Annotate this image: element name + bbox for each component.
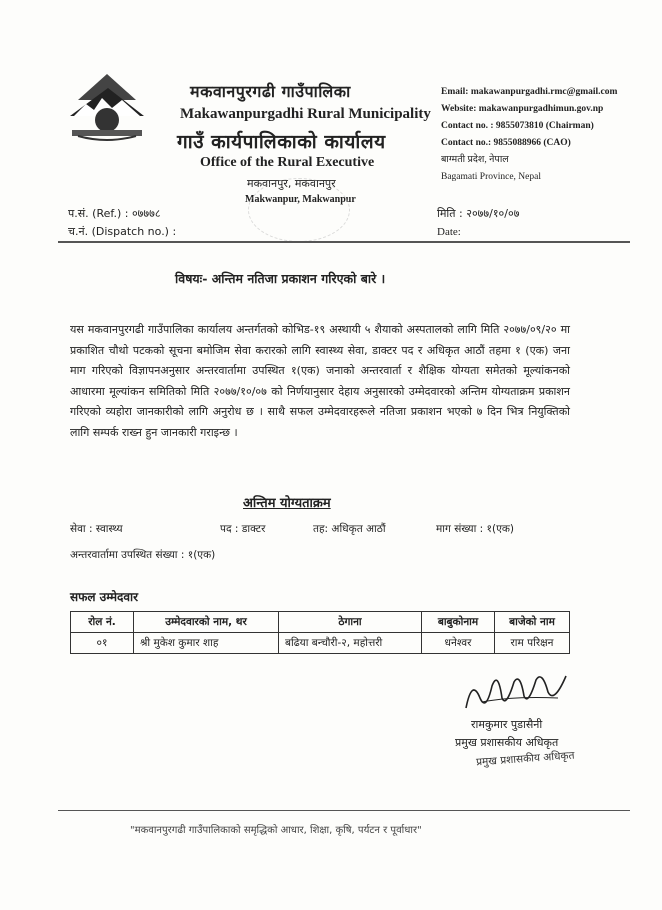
header-divider	[58, 241, 630, 243]
date-en: Date:	[437, 226, 461, 238]
signatory-block	[455, 716, 558, 752]
col-address: ठेगाना	[279, 612, 422, 633]
cell-roll: ०१	[71, 633, 134, 654]
body-paragraph: यस मकवानपुरगढी गाउँपालिका कार्यालय अन्तर्गतको कोभिड-१९ अस्थायी ५ शैयाको अस्पतालको लागि मिति २०७७/०९/२० मा प्रकाशित चौथो पटकको सूचना बमोजिम सेवा करारको लागि स्वास्थ्य सेवा, डाक्टर पद र अधिकृत आठौं तहमा १ (एक) जना माग गरिएको विज्ञापनअनुसार अन्तरवार्तामा उपस्थित १(एक) जनाको अन्तरवार्ता र शैक्षिक योग्यता समेतको मूल्यांकनको आधारमा मूल्यांकन समितिको मिति २०७७/१०/०७ को निर्णयानुसार देहाय अनुसारको उम्मेदवारको अन्तिम योग्यताक्रम प्रकाशन गरिएको व्यहोरा जानकारीको लागि अनुरोध छ । साथै सफल उम्मेदवारहरूले नतिजा प्रकाशन भएको ७ दिन भित्र नियुक्तिको लागि सम्पर्क राख्न हुन जानकारी गराइन्छ ।	[70, 323, 570, 439]
location-en: Makwanpur, Makwanpur	[245, 194, 356, 205]
table-header-row	[71, 612, 570, 633]
col-roll: रोल नं.	[71, 612, 134, 633]
post-label: पद : डाक्टर	[220, 523, 266, 535]
final-list-heading: अन्तिम योग्यताक्रम	[243, 496, 331, 511]
municipality-name-np: मकवानपुरगढी गाउँपालिका	[190, 82, 351, 101]
footer-slogan: "मकवानपुरगढी गाउँपालिकाको समृद्धिको आधार, शिक्षा, कृषि, पर्यटन र पूर्वाधार"	[130, 825, 422, 836]
contact-cao: Contact no.: 9855088966 (CAO)	[441, 138, 571, 148]
office-name-np: गाउँ कार्यपालिकाको कार्यालय	[177, 131, 386, 153]
col-name: उम्मेदवारको नाम, थर	[134, 612, 279, 633]
results-table	[70, 611, 570, 654]
table-row	[71, 633, 570, 654]
signatory-name: रामकुमार पुडासैनी	[471, 718, 543, 731]
cell-name: श्री मुकेश कुमार शाह	[134, 633, 279, 654]
location-np: मकवानपुर, मकवानपुर	[247, 177, 336, 190]
level-label: तह: अधिकृत आठौं	[313, 523, 386, 535]
office-name-en: Office of the Rural Executive	[200, 155, 375, 170]
cell-father: धनेश्वर	[422, 633, 495, 654]
signature-icon	[462, 668, 572, 714]
province-np: बाग्मती प्रदेश, नेपाल	[441, 155, 509, 165]
signatory-title: प्रमुख प्रशासकीय अधिकृत	[455, 736, 559, 749]
website: Website: makawanpurgadhimun.gov.np	[441, 104, 604, 114]
municipality-emblem-icon	[68, 70, 146, 142]
subject-line: विषयः- अन्तिम नतिजा प्रकाशन गरिएको बारे ।	[175, 271, 386, 286]
dispatch-number: च.नं. (Dispatch no.) :	[68, 225, 177, 238]
contact-chairman: Contact no. : 9855073810 (Chairman)	[441, 121, 594, 131]
successful-heading: सफल उम्मेदवार	[70, 590, 139, 604]
reference-number: प.सं. (Ref.) : ०७७७८	[68, 207, 161, 220]
col-grandfather: बाजेको नाम	[495, 612, 570, 633]
date-block	[437, 205, 519, 241]
col-father: बाबुकोनाम	[422, 612, 495, 633]
title-stamp: प्रमुख प्रशासकीय अधिकृत	[475, 749, 575, 769]
demand-label: माग संख्या : १(एक)	[436, 523, 515, 535]
cell-address: बढिया बन्चौरी-२, महोत्तरी	[279, 633, 422, 654]
footer-divider	[58, 810, 630, 811]
reference-block	[68, 205, 176, 241]
office-stamp	[248, 178, 350, 242]
municipality-name-en: Makawanpurgadhi Rural Municipality	[180, 106, 431, 122]
email: Email: makawanpurgadhi.rmc@gmail.com	[441, 87, 618, 97]
service-label: सेवा : स्वास्थ्य	[70, 523, 123, 535]
contact-block	[441, 84, 617, 186]
province-en: Bagamati Province, Nepal	[441, 172, 541, 182]
cell-grandfather: राम परिक्षन	[495, 633, 570, 654]
present-count: अन्तरवार्तामा उपस्थित संख्या : १(एक)	[70, 549, 216, 561]
date-np: मिति : २०७७/१०/०७	[437, 207, 520, 220]
